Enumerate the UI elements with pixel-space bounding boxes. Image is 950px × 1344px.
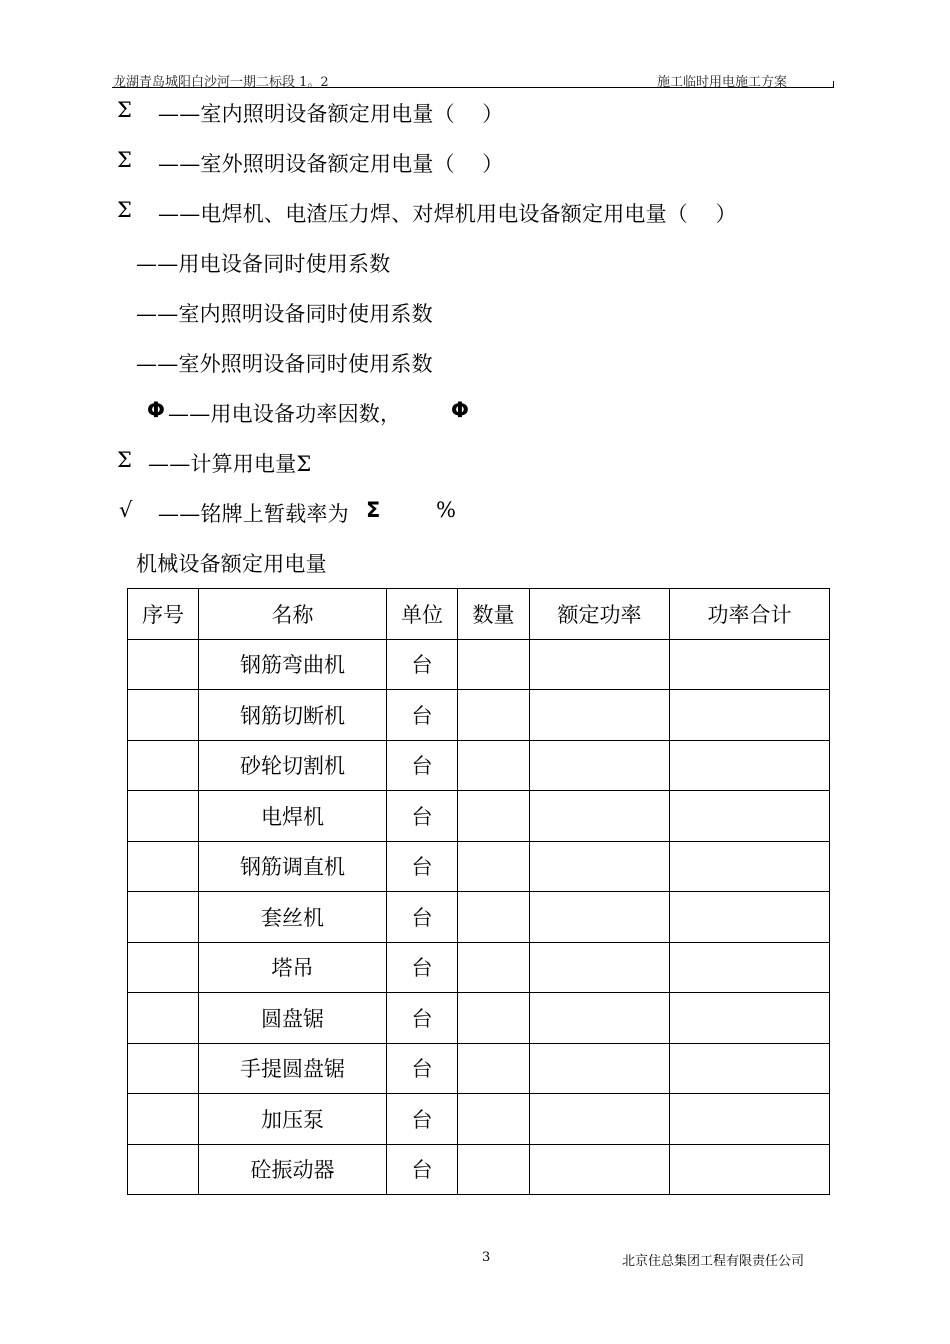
cell-rated-power (530, 1094, 670, 1145)
cell-total-power (670, 791, 830, 842)
footer-company-name: 北京住总集团工程有限责任公司 (622, 1254, 805, 1269)
table-title: 机械设备额定用电量 (136, 552, 327, 576)
cell-unit: 台 (387, 740, 458, 791)
column-header-total-power: 功率合计 (670, 589, 830, 640)
cell-unit: 台 (387, 942, 458, 993)
cell-rated-power (530, 791, 670, 842)
cell-name: 砂轮切割机 (199, 740, 387, 791)
cell-rated-power (530, 690, 670, 741)
cell-rated-power (530, 942, 670, 993)
definition-text: ——电焊机、电渣压力焊、对焊机用电设备额定用电量（ ） (158, 202, 737, 226)
cell-quantity (458, 690, 530, 741)
cell-index (128, 1094, 199, 1145)
cell-name: 电焊机 (199, 791, 387, 842)
definition-text: ——计算用电量Σ (148, 452, 312, 476)
phi-symbol: Φ (147, 398, 166, 422)
table-row (128, 1144, 830, 1195)
cell-name: 钢筋切断机 (199, 690, 387, 741)
cell-unit: 台 (387, 639, 458, 690)
cell-unit: 台 (387, 1094, 458, 1145)
cell-index (128, 892, 199, 943)
definition-text: ——室外照明设备额定用电量（ ） (158, 152, 504, 176)
header-project-name: 龙湖青岛城阳白沙河一期二标段 1。2 (113, 75, 329, 90)
column-header-rated-power: 额定功率 (530, 589, 670, 640)
cell-quantity (458, 892, 530, 943)
cell-rated-power (530, 639, 670, 690)
column-header-unit: 单位 (387, 589, 458, 640)
cell-unit: 台 (387, 841, 458, 892)
cell-total-power (670, 1094, 830, 1145)
column-header-name: 名称 (199, 589, 387, 640)
table-row (128, 1094, 830, 1145)
cell-index (128, 1043, 199, 1094)
sigma-symbol: Σ (117, 448, 133, 472)
cell-total-power (670, 740, 830, 791)
table-header-row (128, 589, 830, 640)
equipment-table (127, 588, 830, 1195)
cell-index (128, 1144, 199, 1195)
cell-total-power (670, 1043, 830, 1094)
cell-index (128, 690, 199, 741)
definition-text: ——室内照明设备额定用电量（ ） (158, 102, 504, 126)
table-row (128, 841, 830, 892)
cell-quantity (458, 942, 530, 993)
cell-quantity (458, 1144, 530, 1195)
cell-name: 钢筋调直机 (199, 841, 387, 892)
cell-index (128, 841, 199, 892)
cell-unit: 台 (387, 1144, 458, 1195)
cell-rated-power (530, 841, 670, 892)
page-number: 3 (482, 1250, 491, 1265)
table-row (128, 690, 830, 741)
cell-index (128, 740, 199, 791)
cell-unit: 台 (387, 892, 458, 943)
definition-text: ——用电设备同时使用系数 (136, 252, 391, 276)
cell-total-power (670, 892, 830, 943)
definition-text: ——室外照明设备同时使用系数 (136, 352, 433, 376)
cell-rated-power (530, 740, 670, 791)
cell-name: 套丝机 (199, 892, 387, 943)
definition-line (117, 148, 132, 172)
column-header-quantity: 数量 (458, 589, 530, 640)
cell-total-power (670, 942, 830, 993)
definition-line (117, 198, 132, 222)
cell-quantity (458, 791, 530, 842)
header-divider (112, 87, 834, 88)
cell-name: 钢筋弯曲机 (199, 639, 387, 690)
cell-total-power (670, 639, 830, 690)
header-document-title: 施工临时用电施工方案 (657, 75, 788, 90)
table-row (128, 791, 830, 842)
sigma-symbol: Σ (117, 98, 133, 122)
cell-quantity (458, 993, 530, 1044)
header-divider-tick (833, 81, 834, 88)
cell-total-power (670, 993, 830, 1044)
cell-unit: 台 (387, 690, 458, 741)
cell-index (128, 639, 199, 690)
cell-name: 圆盘锯 (199, 993, 387, 1044)
cell-quantity (458, 639, 530, 690)
cell-unit: 台 (387, 791, 458, 842)
cell-quantity (458, 841, 530, 892)
definition-text: ——用电设备功率因数， (168, 402, 402, 426)
cell-total-power (670, 690, 830, 741)
table-row (128, 740, 830, 791)
table-row (128, 892, 830, 943)
cell-index (128, 791, 199, 842)
table-row (128, 942, 830, 993)
cell-name: 手提圆盘锯 (199, 1043, 387, 1094)
sigma-symbol: Σ (117, 198, 133, 222)
table-row (128, 639, 830, 690)
sigma-symbol: Σ (117, 148, 133, 172)
phi-symbol: Φ (451, 398, 470, 422)
cell-quantity (458, 1094, 530, 1145)
cell-quantity (458, 740, 530, 791)
column-header-index: 序号 (128, 589, 199, 640)
definition-line (117, 98, 132, 122)
cell-total-power (670, 1144, 830, 1195)
table-row (128, 1043, 830, 1094)
cell-name: 砼振动器 (199, 1144, 387, 1195)
cell-name: 塔吊 (199, 942, 387, 993)
definition-text: ——室内照明设备同时使用系数 (136, 302, 433, 326)
cell-name: 加压泵 (199, 1094, 387, 1145)
sigma-symbol: Σ (366, 498, 381, 522)
cell-rated-power (530, 1043, 670, 1094)
cell-index (128, 993, 199, 1044)
table-row (128, 993, 830, 1044)
cell-rated-power (530, 1144, 670, 1195)
cell-quantity (458, 1043, 530, 1094)
check-symbol: √ (119, 498, 133, 522)
cell-unit: 台 (387, 1043, 458, 1094)
cell-rated-power (530, 993, 670, 1044)
cell-rated-power (530, 892, 670, 943)
percent-sign: % (436, 498, 457, 522)
cell-total-power (670, 841, 830, 892)
cell-unit: 台 (387, 993, 458, 1044)
cell-index (128, 942, 199, 993)
definition-text: ——铭牌上暂载率为 (158, 502, 349, 526)
